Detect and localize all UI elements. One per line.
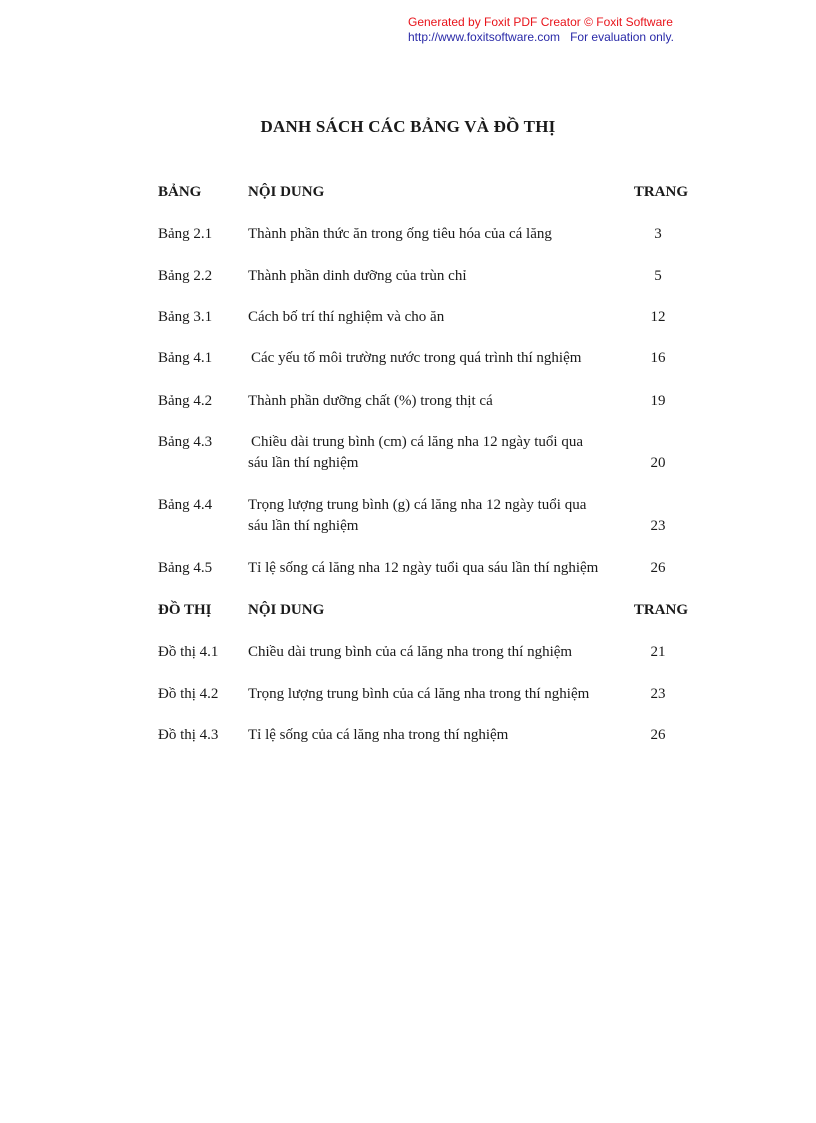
tables-header-label: BẢNG xyxy=(158,184,202,200)
entry-label: Đồ thị 4.3 xyxy=(158,727,219,743)
entry-label: Bảng 4.3 xyxy=(158,434,213,450)
entry-description: Chiều dài trung bình của cá lăng nha trong thí nghiệm xyxy=(248,644,573,660)
tables-header-content: NỘI DUNG xyxy=(248,184,325,200)
entry-page: 19 xyxy=(650,393,666,409)
entry-page: 23 xyxy=(650,686,666,702)
entry-description: Thành phần dưỡng chất (%) trong thịt cá xyxy=(248,393,493,409)
entry-description-line: Trọng lượng trung bình (g) cá lăng nha 12 ngày tuổi qua xyxy=(248,497,587,513)
entry-description-line: sáu lần thí nghiệm xyxy=(248,455,359,471)
entry-description-line: Chiều dài trung bình (cm) cá lăng nha 12 ngày tuổi qua xyxy=(251,434,583,450)
entry-label: Bảng 4.2 xyxy=(158,393,213,409)
entry-label: Đồ thị 4.1 xyxy=(158,644,219,660)
entry-label: Đồ thị 4.2 xyxy=(158,686,219,702)
entry-description xyxy=(248,432,623,474)
entry-label: Bảng 4.5 xyxy=(158,560,213,576)
entry-page: 26 xyxy=(650,727,666,743)
charts-header-label: ĐỒ THỊ xyxy=(158,602,212,618)
entry-description: Các yếu tố môi trường nước trong quá trình thí nghiệm xyxy=(251,350,582,366)
entry-label: Bảng 4.1 xyxy=(158,350,213,366)
entry-description: Tỉ lệ sống cá lăng nha 12 ngày tuổi qua sáu lần thí nghiệm xyxy=(248,560,599,576)
watermark-url: http://www.foxitsoftware.com xyxy=(408,30,561,44)
entry-page: 26 xyxy=(650,560,666,576)
charts-header-content: NỘI DUNG xyxy=(248,602,325,618)
entry-description: Cách bố trí thí nghiệm và cho ăn xyxy=(248,309,445,325)
entry-description: Trọng lượng trung bình của cá lăng nha trong thí nghiệm xyxy=(248,686,590,702)
entry-description: Thành phần dinh dưỡng của trùn chỉ xyxy=(248,268,467,284)
charts-header-page: TRANG xyxy=(633,602,688,618)
table-entry xyxy=(158,495,688,537)
entry-page: 5 xyxy=(654,268,662,284)
entry-description-line: sáu lần thí nghiệm xyxy=(248,518,359,534)
watermark-line-1: Generated by Foxit PDF Creator © Foxit Software xyxy=(408,15,673,29)
entry-description: Tỉ lệ sống của cá lăng nha trong thí nghiệm xyxy=(248,727,509,743)
entry-description: Thành phần thức ăn trong ống tiêu hóa của cá lăng xyxy=(248,226,552,242)
entry-page: 16 xyxy=(650,350,666,366)
watermark-note: For evaluation only. xyxy=(570,30,674,44)
entry-label: Bảng 2.1 xyxy=(158,226,213,242)
entry-label: Bảng 3.1 xyxy=(158,309,213,325)
entry-page: 23 xyxy=(650,518,666,534)
entry-page: 20 xyxy=(650,455,666,471)
page-title: DANH SÁCH CÁC BẢNG VÀ ĐỒ THỊ xyxy=(260,117,556,136)
table-entry xyxy=(158,432,688,474)
entry-page: 3 xyxy=(654,226,662,242)
entry-description xyxy=(248,495,623,537)
tables-header-page: TRANG xyxy=(633,184,688,200)
entry-label: Bảng 2.2 xyxy=(158,268,213,284)
watermark-line-2 xyxy=(408,30,708,45)
foxit-watermark xyxy=(408,15,708,45)
entry-page: 21 xyxy=(650,644,666,660)
entry-label: Bảng 4.4 xyxy=(158,497,213,513)
entry-page: 12 xyxy=(650,309,666,325)
